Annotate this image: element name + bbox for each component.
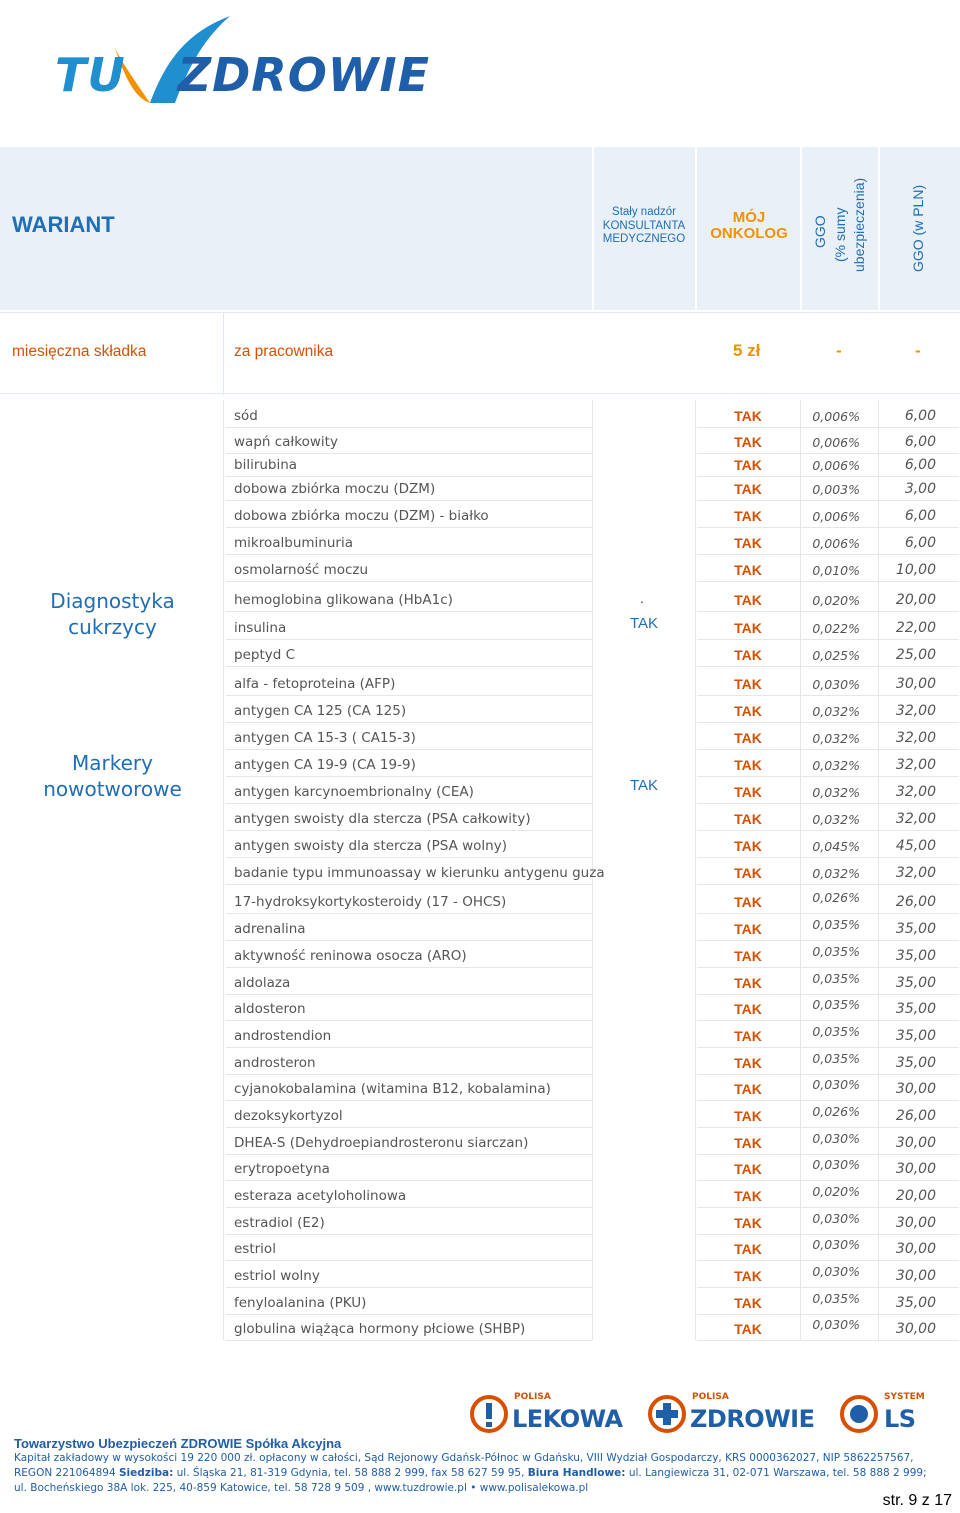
row-divider: [697, 1047, 959, 1048]
footer-text-part: REGON 221064894: [14, 1467, 119, 1479]
coverage-tak: TAK: [734, 1081, 762, 1097]
ggo-amount: 30,00: [895, 1268, 936, 1284]
row-divider: [697, 1154, 959, 1155]
row-divider: [697, 639, 959, 640]
row-divider: [697, 884, 959, 885]
premium-divider: [223, 313, 224, 395]
ggo-amount: 35,00: [895, 975, 936, 991]
ggo-percent: 0,026%: [812, 890, 860, 905]
row-divider: [226, 1314, 592, 1315]
footer-text-part: ul. Śląska 21, 81-319 Gdynia, tel. 58 888 2 999, fax 58 627 59 95,: [173, 1467, 528, 1479]
moj-onkolog-line: ONKOLOG: [710, 225, 788, 242]
row-divider: [697, 857, 959, 858]
test-name: peptyd C: [234, 647, 296, 663]
coverage-tak: TAK: [734, 730, 762, 746]
header-divider: [592, 147, 594, 310]
group-label-line: Diagnostyka: [50, 589, 175, 613]
row-divider: [697, 1100, 959, 1101]
ggo-pct-heading-line: (% sumy: [832, 207, 848, 262]
test-name: antygen CA 125 (CA 125): [234, 703, 407, 719]
footer-company-name: Towarzystwo Ubezpieczeń ZDROWIE Spółka Akcyjna: [14, 1436, 342, 1451]
ggo-percent: 0,006%: [812, 435, 860, 450]
ggo-amount: 32,00: [895, 703, 936, 719]
row-divider: [697, 1234, 959, 1235]
ggo-amount: 35,00: [895, 948, 936, 964]
test-name: antygen swoisty dla stercza (PSA wolny): [234, 838, 507, 854]
row-divider: [226, 427, 592, 428]
row-divider: [697, 913, 959, 914]
premium-payer: za pracownika: [234, 343, 334, 360]
ggo-amount: 32,00: [895, 811, 936, 827]
header-divider: [878, 147, 880, 310]
test-name: dobowa zbiórka moczu (DZM): [234, 481, 436, 497]
ggo-percent: 0,006%: [812, 409, 860, 424]
test-name: antygen swoisty dla stercza (PSA całkowity): [234, 811, 531, 827]
footer-line-1: Kapitał zakładowy w wysokości 19 220 000 zł. opłacony w całości, Sąd Rejonowy Gdańsk-Północ w Gdańsku, VIII Wydział Gospodarczy, KRS 0000362027, NIP 5862257567,: [14, 1452, 914, 1464]
row-divider: [697, 581, 959, 582]
ggo-amount: 25,00: [895, 647, 936, 663]
test-name: fenyloalanina (PKU): [234, 1295, 367, 1311]
row-divider: [697, 940, 959, 941]
ggo-percent: 0,030%: [812, 677, 860, 692]
staly-nadzor-heading: [596, 206, 692, 247]
ggo-percent: 0,022%: [812, 621, 860, 636]
logo-text: [55, 48, 430, 102]
ggo-percent: 0,032%: [812, 785, 860, 800]
logo-small-text: SYSTEM: [884, 1392, 925, 1402]
row-divider: [697, 1127, 959, 1128]
row-divider: [697, 527, 959, 528]
page-number: str. 9 z 17: [882, 1492, 952, 1509]
coverage-tak: TAK: [734, 1321, 762, 1337]
coverage-tak: TAK: [734, 1161, 762, 1177]
ggo-percent: 0,032%: [812, 812, 860, 827]
coverage-tak: TAK: [734, 457, 762, 473]
row-divider: [226, 913, 592, 914]
row-divider: [697, 1180, 959, 1181]
ggo-percent: 0,035%: [812, 1024, 860, 1039]
group-dot: .: [640, 590, 644, 606]
premium-value-ggo-pln: -: [915, 341, 921, 360]
ggo-amount: 6,00: [904, 457, 936, 473]
ggo-pln-heading: GGO (w PLN): [910, 184, 926, 272]
polisa-lekowa-logo: [470, 1388, 623, 1440]
ggo-percent: 0,035%: [812, 971, 860, 986]
coverage-tak: TAK: [734, 865, 762, 881]
ggo-percent: 0,010%: [812, 563, 860, 578]
test-name: wapń całkowity: [234, 434, 338, 450]
ggo-amount: 30,00: [895, 1161, 936, 1177]
row-divider: [697, 776, 959, 777]
logo-text-tu: TU: [55, 48, 126, 102]
ggo-percent: 0,020%: [812, 593, 860, 608]
footer-text-part: Siedziba:: [119, 1467, 174, 1479]
coverage-tak: TAK: [734, 1135, 762, 1151]
test-name: androsteron: [234, 1055, 316, 1071]
ggo-percent: 0,035%: [812, 944, 860, 959]
row-divider: [697, 554, 959, 555]
group-label-line: Markery: [72, 751, 153, 775]
group-label-markery: [10, 750, 215, 802]
test-name: estriol wolny: [234, 1268, 320, 1284]
coverage-tak: TAK: [734, 647, 762, 663]
footer-line-3: ul. Bocheńskiego 38A lok. 225, 40-859 Katowice, tel. 58 728 9 509 , www.tuzdrowie.pl • www.polisalekowa.pl: [14, 1482, 589, 1494]
coverage-tak: TAK: [734, 620, 762, 636]
test-name: aktywność reninowa osocza (ARO): [234, 948, 467, 964]
row-divider: [697, 967, 959, 968]
ggo-amount: 6,00: [904, 434, 936, 450]
wariant-heading: WARIANT: [12, 212, 115, 237]
row-divider: [226, 1340, 592, 1341]
test-name: estriol: [234, 1241, 276, 1257]
test-name: adrenalina: [234, 921, 306, 937]
test-name: bilirubina: [234, 457, 298, 473]
ggo-percent: 0,032%: [812, 731, 860, 746]
ggo-amount: 10,00: [895, 562, 936, 578]
coverage-tak: TAK: [734, 1268, 762, 1284]
row-divider: [226, 453, 592, 454]
coverage-tak: TAK: [734, 838, 762, 854]
ggo-percent: 0,035%: [812, 1291, 860, 1306]
coverage-tak: TAK: [734, 592, 762, 608]
test-name: mikroalbuminuria: [234, 535, 353, 551]
ggo-pct-heading-line: ubezpieczenia): [851, 177, 867, 272]
row-divider: [226, 500, 592, 501]
coverage-tak: TAK: [734, 1295, 762, 1311]
ggo-amount: 32,00: [895, 784, 936, 800]
group-tak-markery: TAK: [629, 777, 659, 794]
row-divider: [697, 830, 959, 831]
ggo-percent: 0,030%: [812, 1211, 860, 1226]
ggo-amount: 35,00: [895, 1295, 936, 1311]
ggo-percent: 0,006%: [812, 509, 860, 524]
coverage-tak: TAK: [734, 562, 762, 578]
row-divider: [226, 1020, 592, 1021]
premium-value-ggo-pct: -: [836, 341, 842, 360]
tu-zdrowie-logo: [55, 8, 455, 118]
test-name: esteraza acetyloholinowa: [234, 1188, 407, 1204]
row-divider: [697, 722, 959, 723]
row-divider: [226, 803, 592, 804]
row-divider: [226, 1154, 592, 1155]
row-divider: [697, 1340, 959, 1341]
test-name: globulina wiążąca hormony płciowe (SHBP): [234, 1321, 526, 1337]
system-ls-icon: [840, 1395, 878, 1433]
ggo-pct-heading-line: GGO: [812, 215, 828, 248]
ggo-percent: 0,020%: [812, 1184, 860, 1199]
ggo-percent: 0,026%: [812, 1104, 860, 1119]
logo-text-zdrowie: ZDROWIE: [177, 48, 431, 102]
test-name: DHEA-S (Dehydroepiandrosteronu siarczan): [234, 1135, 529, 1151]
test-name: hemoglobina glikowana (HbA1c): [234, 592, 453, 608]
ggo-percent: 0,030%: [812, 1157, 860, 1172]
moj-onkolog-line: MÓJ: [732, 209, 766, 226]
row-divider: [697, 1074, 959, 1075]
ggo-amount: 6,00: [904, 508, 936, 524]
footer-text-part: Biura Handlowe:: [527, 1467, 626, 1479]
test-name: dobowa zbiórka moczu (DZM) - białko: [234, 508, 489, 524]
row-divider: [697, 1314, 959, 1315]
logo-word: LS: [884, 1405, 916, 1433]
ggo-percent: 0,035%: [812, 997, 860, 1012]
group-label-diagnostyka: [10, 588, 215, 640]
row-divider: [226, 1180, 592, 1181]
header-divider: [695, 147, 697, 310]
row-divider: [226, 749, 592, 750]
ggo-amount: 30,00: [895, 676, 936, 692]
row-divider: [697, 803, 959, 804]
ggo-amount: 30,00: [895, 1241, 936, 1257]
ggo-percent: 0,025%: [812, 648, 860, 663]
polisa-zdrowie-logo: [648, 1388, 815, 1440]
row-divider: [226, 722, 592, 723]
coverage-tak: TAK: [734, 1055, 762, 1071]
coverage-tak: TAK: [734, 508, 762, 524]
row-divider: [697, 1207, 959, 1208]
test-name: aldosteron: [234, 1001, 306, 1017]
test-name: sód: [234, 408, 258, 424]
coverage-tak: TAK: [734, 1215, 762, 1231]
premium-label: miesięczna składka: [12, 343, 147, 360]
row-divider: [697, 500, 959, 501]
row-divider: [226, 666, 592, 667]
test-name: osmolarność moczu: [234, 562, 369, 578]
ggo-percent: 0,006%: [812, 458, 860, 473]
row-divider: [226, 1207, 592, 1208]
test-name: cyjanokobalamina (witamina B12, kobalamina): [234, 1081, 551, 1097]
ggo-amount: 45,00: [895, 838, 936, 854]
test-name: badanie typu immunoassay w kierunku antygenu guza: [234, 865, 605, 881]
ggo-amount: 35,00: [895, 1001, 936, 1017]
ggo-amount: 20,00: [895, 592, 936, 608]
row-divider: [226, 554, 592, 555]
column-divider: [695, 400, 696, 1340]
ggo-percent: 0,035%: [812, 917, 860, 932]
ggo-amount: 20,00: [895, 1188, 936, 1204]
logo-small-text: POLISA: [514, 1392, 551, 1402]
ggo-amount: 6,00: [904, 408, 936, 424]
coverage-tak: TAK: [734, 948, 762, 964]
test-name: estradiol (E2): [234, 1215, 325, 1231]
ggo-amount: 30,00: [895, 1081, 936, 1097]
ggo-percent: 0,030%: [812, 1077, 860, 1092]
ggo-amount: 22,00: [895, 620, 936, 636]
coverage-tak: TAK: [734, 1241, 762, 1257]
coverage-tak: TAK: [734, 921, 762, 937]
coverage-tak: TAK: [734, 811, 762, 827]
coverage-tak: TAK: [734, 481, 762, 497]
ggo-percent: 0,030%: [812, 1264, 860, 1279]
coverage-tak: TAK: [734, 1188, 762, 1204]
row-divider: [697, 1020, 959, 1021]
row-divider: [226, 884, 592, 885]
ggo-amount: 35,00: [895, 1028, 936, 1044]
row-divider: [226, 1234, 592, 1235]
coverage-tak: TAK: [734, 1001, 762, 1017]
ggo-amount: 26,00: [895, 894, 936, 910]
ggo-percent: 0,035%: [812, 1051, 860, 1066]
coverage-tak: TAK: [734, 434, 762, 450]
system-ls-logo: [840, 1388, 925, 1440]
ggo-amount: 32,00: [895, 757, 936, 773]
row-divider: [226, 476, 592, 477]
logo-small-text: POLISA: [692, 1392, 729, 1402]
row-divider: [226, 1127, 592, 1128]
row-divider: [226, 1074, 592, 1075]
row-divider: [226, 940, 592, 941]
ggo-amount: 35,00: [895, 1055, 936, 1071]
logo-word: LEKOWA: [512, 1405, 623, 1433]
row-divider: [697, 695, 959, 696]
coverage-tak: TAK: [734, 1028, 762, 1044]
ggo-percent: 0,030%: [812, 1237, 860, 1252]
row-divider: [697, 1287, 959, 1288]
polisa-zdrowie-icon: [648, 1395, 686, 1433]
ggo-amount: 26,00: [895, 1108, 936, 1124]
row-divider: [226, 967, 592, 968]
ggo-percent: 0,045%: [812, 839, 860, 854]
ggo-percent: 0,032%: [812, 758, 860, 773]
ggo-percent: 0,003%: [812, 482, 860, 497]
coverage-tak: TAK: [734, 676, 762, 692]
ggo-percent: 0,032%: [812, 704, 860, 719]
test-name: antygen CA 19-9 (CA 19-9): [234, 757, 416, 773]
test-name: dezoksykortyzol: [234, 1108, 343, 1124]
test-name: insulina: [234, 620, 287, 636]
group-tak-diagnostyka: TAK: [629, 615, 659, 632]
staly-nadzor-line: Stały nadzór: [612, 206, 676, 218]
ggo-percent: 0,030%: [812, 1131, 860, 1146]
ggo-amount: 32,00: [895, 865, 936, 881]
column-divider: [223, 400, 224, 1340]
row-divider: [226, 1287, 592, 1288]
footer-text-part: ul. Langiewicza 31, 02-071 Warszawa, tel. 58 888 2 999;: [625, 1467, 927, 1479]
premium-value-moj-onkolog: 5 zł: [733, 341, 761, 360]
polisa-lekowa-icon: [470, 1395, 508, 1433]
footer-logos: [470, 1388, 950, 1440]
ggo-amount: 30,00: [895, 1135, 936, 1151]
coverage-tak: TAK: [734, 975, 762, 991]
coverage-tak: TAK: [734, 894, 762, 910]
row-divider: [697, 427, 959, 428]
row-divider: [697, 453, 959, 454]
coverage-tak: TAK: [734, 535, 762, 551]
ggo-amount: 35,00: [895, 921, 936, 937]
coverage-tak: TAK: [734, 1108, 762, 1124]
footer-line-2: [14, 1466, 944, 1481]
row-divider: [226, 776, 592, 777]
ggo-amount: 6,00: [904, 535, 936, 551]
ggo-percent: 0,032%: [812, 866, 860, 881]
row-divider: [226, 1100, 592, 1101]
staly-nadzor-line: KONSULTANTA: [602, 219, 686, 232]
header-divider: [800, 147, 802, 310]
row-divider: [697, 476, 959, 477]
row-divider: [226, 1260, 592, 1261]
row-divider: [226, 695, 592, 696]
coverage-tak: TAK: [734, 757, 762, 773]
group-label-line: nowotworowe: [43, 777, 182, 801]
test-name: erytropoetyna: [234, 1161, 330, 1177]
ggo-percent: 0,006%: [812, 536, 860, 551]
ggo-amount: 30,00: [895, 1215, 936, 1231]
coverage-tak: TAK: [734, 408, 762, 424]
ggo-amount: 30,00: [895, 1321, 936, 1337]
group-label-line: cukrzycy: [68, 615, 157, 639]
test-name: alfa - fetoproteina (AFP): [234, 676, 396, 692]
row-divider: [226, 611, 592, 612]
row-divider: [697, 1260, 959, 1261]
ggo-percent: 0,030%: [812, 1317, 860, 1332]
row-divider: [226, 1047, 592, 1048]
row-divider: [697, 666, 959, 667]
coverage-tak: TAK: [734, 703, 762, 719]
test-name: antygen CA 15-3 ( CA15-3): [234, 730, 416, 746]
moj-onkolog-heading: [700, 210, 798, 242]
row-divider: [226, 857, 592, 858]
ggo-amount: 3,00: [904, 481, 936, 497]
row-divider: [697, 611, 959, 612]
logo-word: ZDROWIE: [690, 1405, 815, 1433]
coverage-tak: TAK: [734, 784, 762, 800]
test-name: aldolaza: [234, 975, 291, 991]
row-divider: [226, 994, 592, 995]
row-divider: [226, 581, 592, 582]
staly-nadzor-line: MEDYCZNEGO: [602, 233, 686, 245]
row-divider: [226, 527, 592, 528]
test-name: 17-hydroksykortykosteroidy (17 - OHCS): [234, 894, 507, 910]
row-divider: [697, 994, 959, 995]
row-divider: [697, 749, 959, 750]
ggo-amount: 32,00: [895, 730, 936, 746]
test-name: antygen karcynoembrionalny (CEA): [234, 784, 474, 800]
row-divider: [226, 639, 592, 640]
row-divider: [226, 830, 592, 831]
column-divider: [800, 400, 801, 1340]
footer-legal-text: [14, 1451, 944, 1496]
test-name: androstendion: [234, 1028, 332, 1044]
